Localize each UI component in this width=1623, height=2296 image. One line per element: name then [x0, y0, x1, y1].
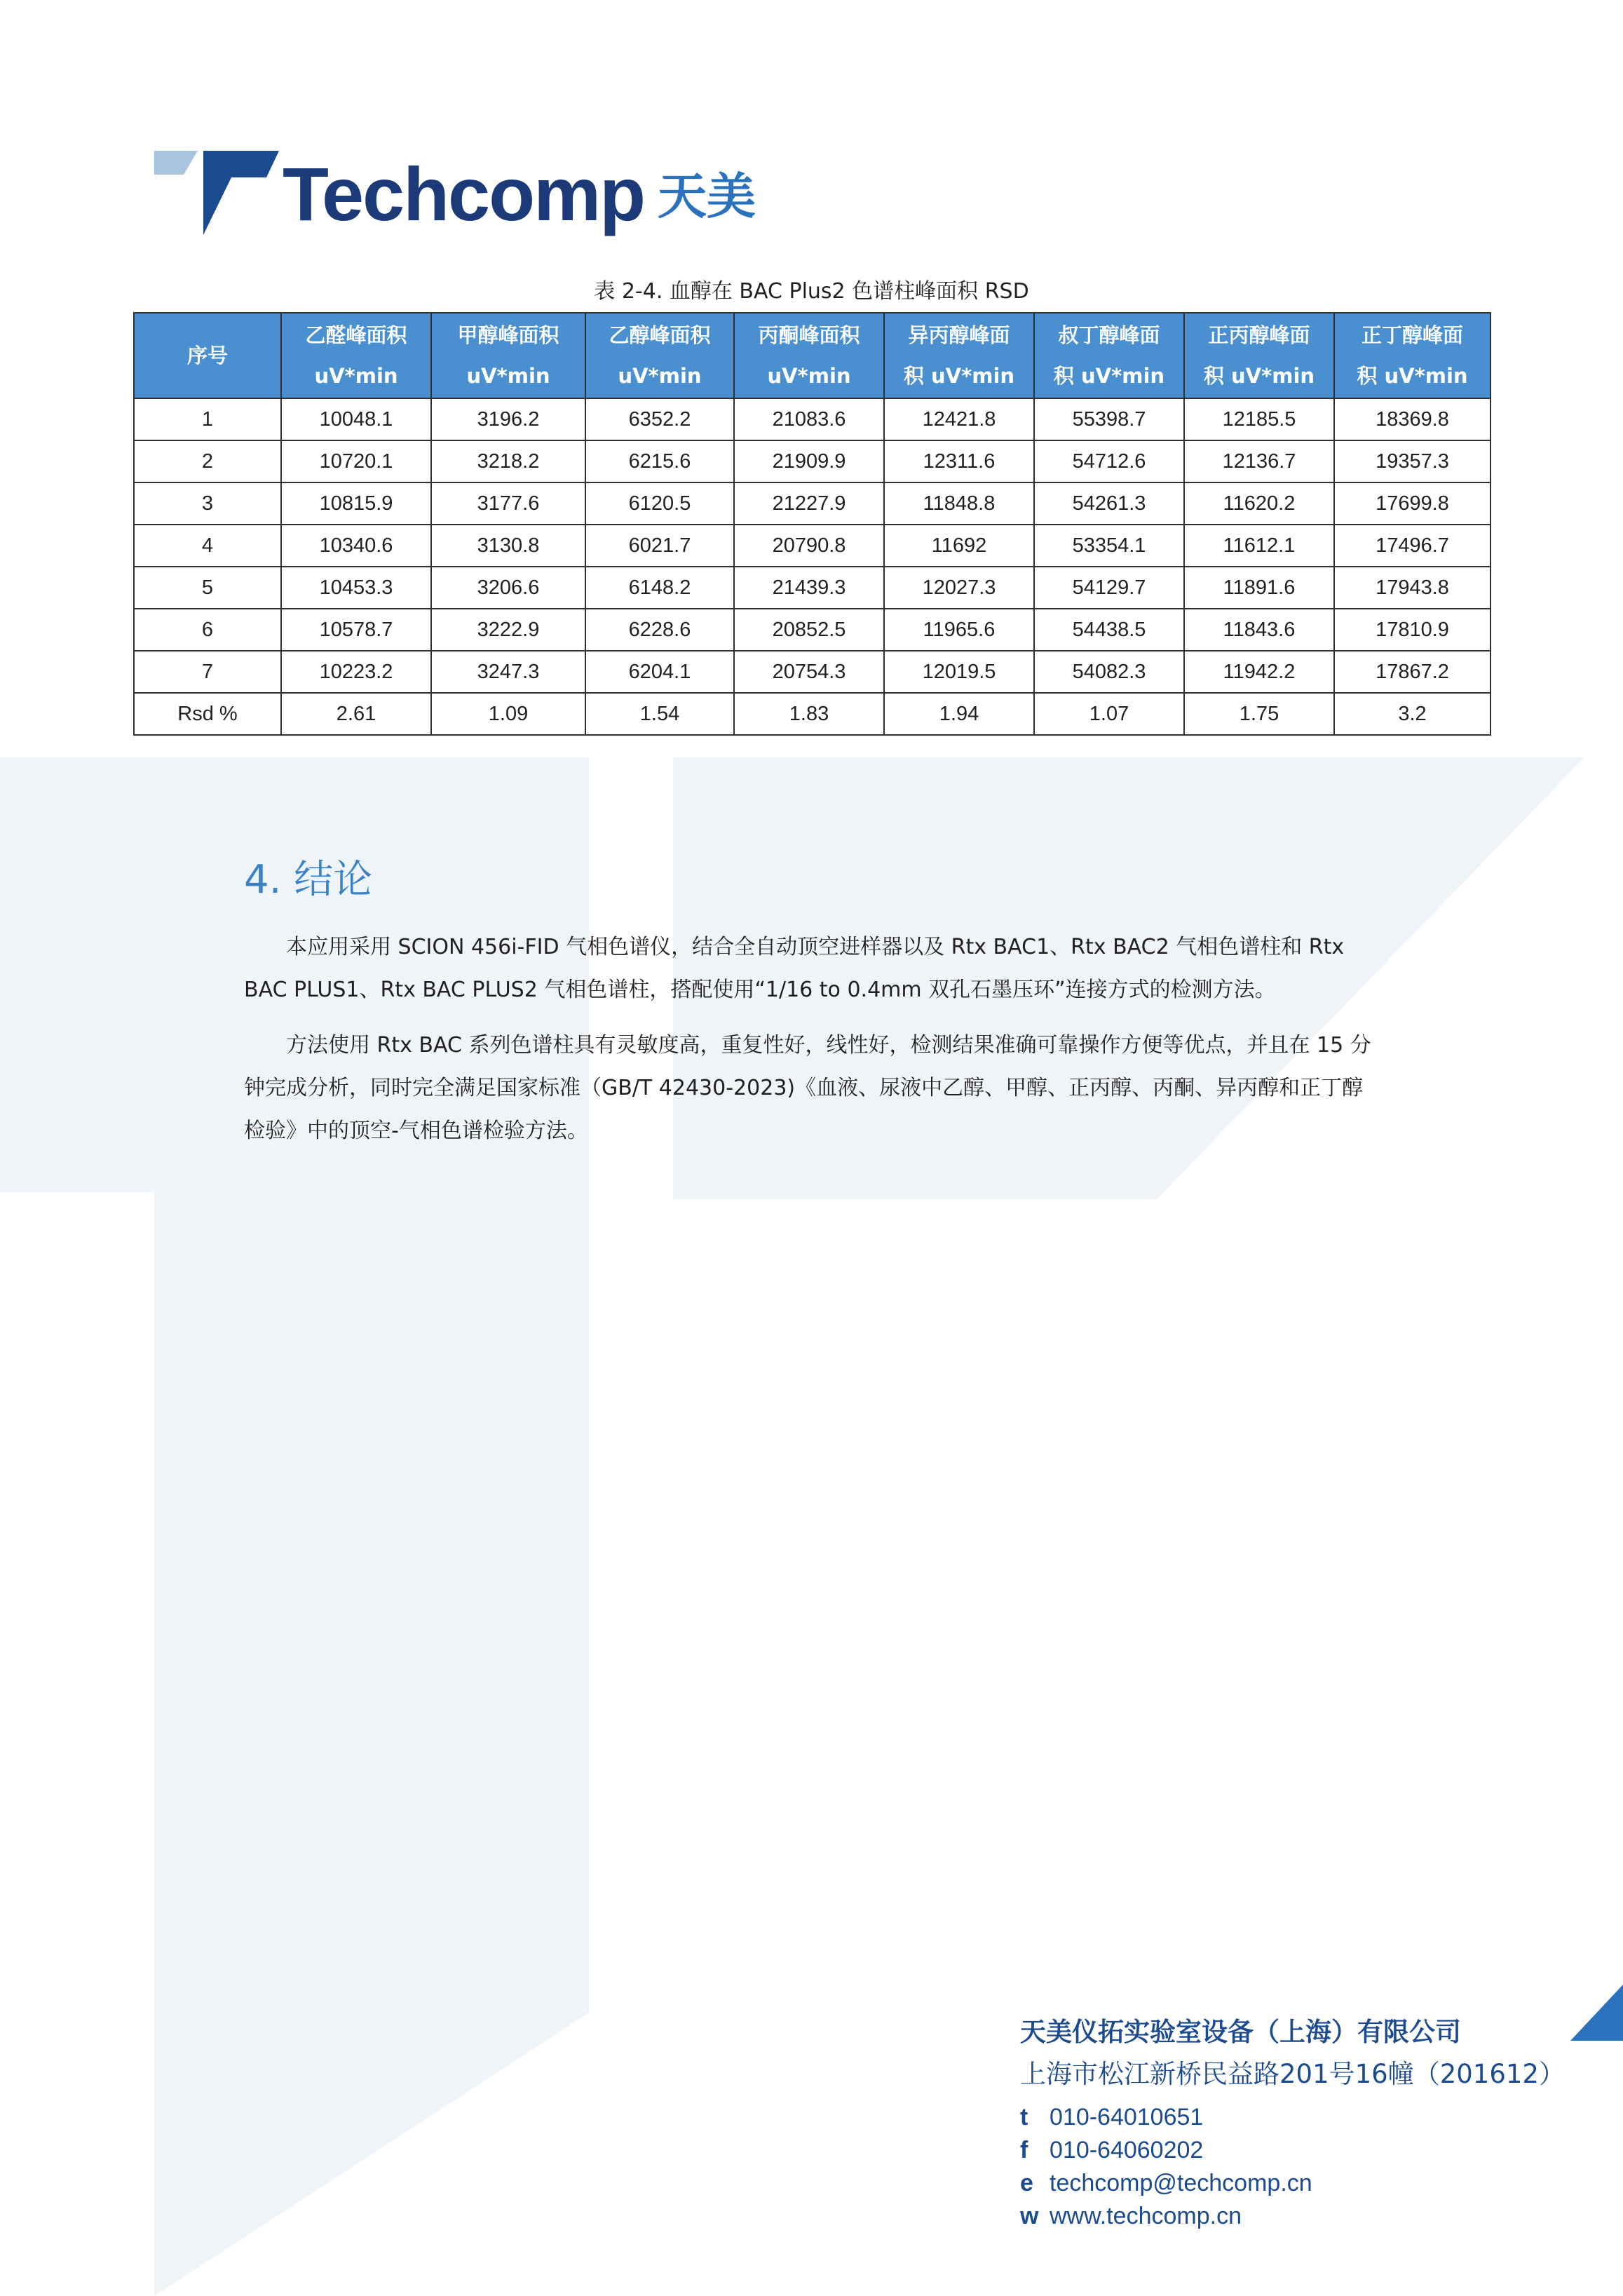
table-cell: 3177.6 — [431, 482, 585, 525]
table-row — [134, 609, 1490, 651]
header-cell: 乙醛峰面积 uV*min — [281, 313, 431, 398]
table-cell: 10340.6 — [281, 525, 431, 567]
table-cell: 55398.7 — [1034, 398, 1184, 440]
table-row — [134, 482, 1490, 525]
table-cell: 11620.2 — [1184, 482, 1334, 525]
table-cell: 1.83 — [734, 693, 884, 735]
table-cell: 20754.3 — [734, 651, 884, 693]
table-cell: 1.07 — [1034, 693, 1184, 735]
rsd-table — [133, 312, 1491, 736]
table-cell: 2.61 — [281, 693, 431, 735]
table-cell: 7 — [134, 651, 281, 693]
table-cell: 3247.3 — [431, 651, 585, 693]
table-cell: 12421.8 — [884, 398, 1034, 440]
table-cell: 11692 — [884, 525, 1034, 567]
table-cell: 54438.5 — [1034, 609, 1184, 651]
table-cell: 53354.1 — [1034, 525, 1184, 567]
header-cell: 丙酮峰面积 uV*min — [734, 313, 884, 398]
table-cell: 3.2 — [1334, 693, 1490, 735]
table-cell: 3 — [134, 482, 281, 525]
table-cell: 1 — [134, 398, 281, 440]
table-cell: 6228.6 — [585, 609, 734, 651]
table-cell: 10815.9 — [281, 482, 431, 525]
table-cell: 11848.8 — [884, 482, 1034, 525]
table-cell: 12311.6 — [884, 440, 1034, 482]
table-cell: 1.54 — [585, 693, 734, 735]
table-header-row — [134, 313, 1490, 398]
header-cell: 乙醇峰面积 uV*min — [585, 313, 734, 398]
table-cell: 54082.3 — [1034, 651, 1184, 693]
table-cell: 17699.8 — [1334, 482, 1490, 525]
company-address: 上海市松江新桥民益路201号16幢（201612） — [1020, 2059, 1565, 2089]
conclusion-paragraph-2: 方法使用 Rtx BAC 系列色谱柱具有灵敏度高，重复性好，线性好，检测结果准确可靠操作方便等优点，并且在 15 分钟完成分析，同时完全满足国家标准（GB/T 42430-2023)《血液、尿液中乙醇、甲醇、正丙醇、丙酮、异丙醇和正丁醇检验》中的顶空-气相色谱检验方法。 — [244, 1033, 1371, 1143]
table-row — [134, 693, 1490, 735]
table-cell: 10453.3 — [281, 567, 431, 609]
table-cell: 20852.5 — [734, 609, 884, 651]
table-cell: 21909.9 — [734, 440, 884, 482]
table-cell: 2 — [134, 440, 281, 482]
table-cell: 3130.8 — [431, 525, 585, 567]
table-cell: 12136.7 — [1184, 440, 1334, 482]
table-cell: 10223.2 — [281, 651, 431, 693]
table-cell: 11612.1 — [1184, 525, 1334, 567]
conclusion-paragraph-1: 本应用采用 SCION 456i-FID 气相色谱仪，结合全自动顶空进样器以及 Rtx BAC1、Rtx BAC2 气相色谱柱和 Rtx BAC PLUS1、Rtx BAC PLUS2 气相色谱柱，搭配使用“1/16 to 0.4mm 双孔石墨压环”连接方式的检测方法。 — [244, 935, 1345, 1002]
header-cell: 甲醇峰面积 uV*min — [431, 313, 585, 398]
table-cell: 6021.7 — [585, 525, 734, 567]
company-name: 天美仪拓实验室设备（上海）有限公司 — [1020, 2017, 1461, 2047]
table-row — [134, 525, 1490, 567]
table-cell: 11965.6 — [884, 609, 1034, 651]
logo-chinese: 天美 — [658, 168, 756, 225]
table-cell: 20790.8 — [734, 525, 884, 567]
header-cell: 异丙醇峰面 积 uV*min — [884, 313, 1034, 398]
table-cell: 6120.5 — [585, 482, 734, 525]
contact-fax: f 010-64060202 — [1020, 2137, 1204, 2163]
table-cell: 19357.3 — [1334, 440, 1490, 482]
table-cell: 17867.2 — [1334, 651, 1490, 693]
contact-email[interactable]: e techcomp@techcomp.cn — [1020, 2170, 1312, 2196]
section-title: 4. 结论 — [244, 857, 373, 903]
table-cell: 54261.3 — [1034, 482, 1184, 525]
table-cell: 6215.6 — [585, 440, 734, 482]
table-row — [134, 567, 1490, 609]
table-cell: 17810.9 — [1334, 609, 1490, 651]
table-cell: 1.09 — [431, 693, 585, 735]
table-cell: 6 — [134, 609, 281, 651]
table-cell: 10720.1 — [281, 440, 431, 482]
logo-mark-icon — [154, 151, 280, 242]
header-cell: 正丁醇峰面 积 uV*min — [1334, 313, 1490, 398]
table-cell: 21227.9 — [734, 482, 884, 525]
table-cell: 54129.7 — [1034, 567, 1184, 609]
table-cell: 10578.7 — [281, 609, 431, 651]
techcomp-logo — [154, 151, 771, 242]
table-cell: 6204.1 — [585, 651, 734, 693]
table-cell: 6352.2 — [585, 398, 734, 440]
table-cell: 1.75 — [1184, 693, 1334, 735]
table-cell: 3206.6 — [431, 567, 585, 609]
table-row — [134, 440, 1490, 482]
table-cell: 6148.2 — [585, 567, 734, 609]
table-cell: 1.94 — [884, 693, 1034, 735]
table-cell: 3196.2 — [431, 398, 585, 440]
header-cell: 叔丁醇峰面 积 uV*min — [1034, 313, 1184, 398]
contact-website[interactable]: w www.techcomp.cn — [1020, 2203, 1242, 2229]
table-cell: 11843.6 — [1184, 609, 1334, 651]
header-cell: 正丙醇峰面 积 uV*min — [1184, 313, 1334, 398]
table-cell: 17496.7 — [1334, 525, 1490, 567]
table-cell: 4 — [134, 525, 281, 567]
logo-wordmark: Techcomp — [283, 151, 645, 236]
table-cell: Rsd % — [134, 693, 281, 735]
table-cell: 3218.2 — [431, 440, 585, 482]
table-cell: 11891.6 — [1184, 567, 1334, 609]
table-cell: 21083.6 — [734, 398, 884, 440]
header-cell: 序号 — [134, 313, 281, 398]
table-cell: 3222.9 — [431, 609, 585, 651]
table-cell: 5 — [134, 567, 281, 609]
table-cell: 12019.5 — [884, 651, 1034, 693]
table-body — [134, 398, 1490, 735]
table-cell: 10048.1 — [281, 398, 431, 440]
table-cell: 21439.3 — [734, 567, 884, 609]
table-caption: 表 2-4. 血醇在 BAC Plus2 色谱柱峰面积 RSD — [594, 279, 1029, 304]
table-cell: 12027.3 — [884, 567, 1034, 609]
table-cell: 12185.5 — [1184, 398, 1334, 440]
table-cell: 18369.8 — [1334, 398, 1490, 440]
table-row — [134, 651, 1490, 693]
table-cell: 17943.8 — [1334, 567, 1490, 609]
table-cell: 54712.6 — [1034, 440, 1184, 482]
footer-contact-block — [1020, 2011, 1565, 2233]
table-cell: 11942.2 — [1184, 651, 1334, 693]
table-row — [134, 398, 1490, 440]
contact-phone: t 010-64010651 — [1020, 2104, 1204, 2130]
